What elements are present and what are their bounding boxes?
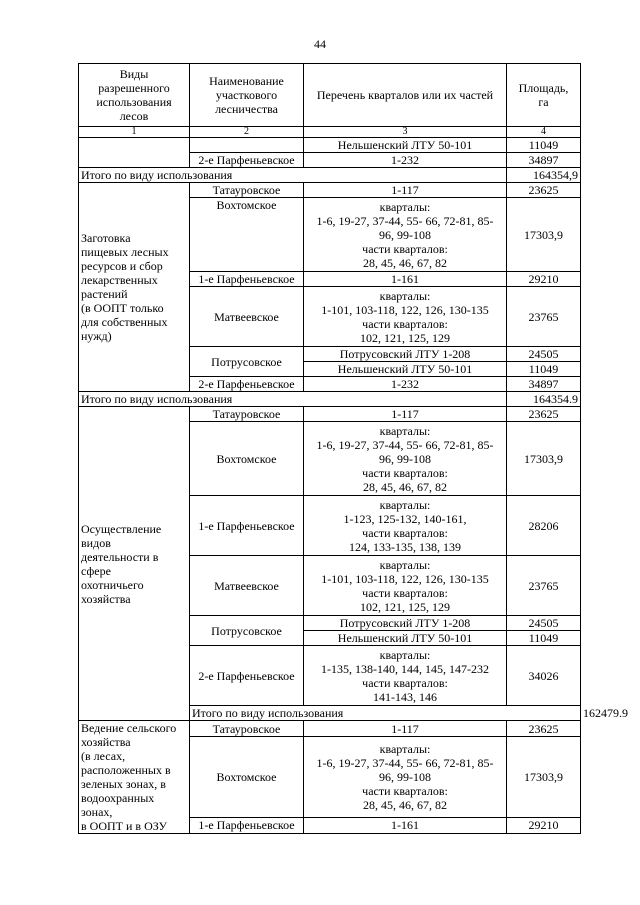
header-area: Площадь, га [507,64,581,127]
forestry-cell: 1-е Парфеньевское [190,496,304,556]
forestry-cell: 2-е Парфеньевское [190,377,304,392]
use-type-cell [79,138,190,168]
forestry-cell: Вохтомское [190,198,304,272]
total-label: Итого по виду использования [190,706,581,721]
quarters-cell: кварталы: 1-6, 19-27, 37-44, 55- 66, 72-81, 85- 96, 99-108 части кварталов: 28, 45, 46, 67, 82 [304,737,507,817]
area-cell: 34897 [507,153,581,168]
area-cell: 23765 [507,556,581,616]
quarters-cell: 1-161 [304,817,507,833]
header-quarters-list: Перечень кварталов или их частей [304,64,507,127]
forestry-cell: 1-е Парфеньевское [190,817,304,833]
total-value: 164354,9 [507,168,581,183]
column-number: 1 [79,127,190,138]
area-cell: 23625 [507,721,581,737]
forestry-cell: Вохтомское [190,737,304,817]
column-number: 3 [304,127,507,138]
area-cell: 24505 [507,616,581,631]
area-cell: 23625 [507,183,581,198]
area-cell: 17303,9 [507,422,581,496]
use-type-cell: Осуществление видов деятельности в сфере охотничьего хозяйства [79,407,190,721]
forest-use-table [78,63,628,834]
total-label: Итого по виду использования [79,168,507,183]
table-row [79,407,581,422]
header-forestry-name: Наименование участкового лесничества [190,64,304,127]
area-cell: 28206 [507,496,581,556]
forestry-cell: Татауровское [190,721,304,737]
area-cell: 11049 [507,362,581,377]
quarters-cell: Нельшенский ЛТУ 50-101 [304,631,507,646]
use-type-cell: Ведение сельского хозяйства (в лесах, расположенных в зеленых зонах, в водоохранных зонах, в ООПТ и в ОЗУ [79,721,190,834]
table-row [79,138,581,153]
forestry-cell: Потрусовское [190,347,304,377]
forestry-cell: Татауровское [190,183,304,198]
quarters-cell: кварталы: 1-6, 19-27, 37-44, 55- 66, 72-81, 85- 96, 99-108 части кварталов: 28, 45, 46, 67, 82 [304,422,507,496]
use-type-cell: Заготовка пищевых лесных ресурсов и сбор лекарственных растений (в ООПТ только для собственных нужд) [79,183,190,392]
quarters-cell: кварталы: 1-101, 103-118, 122, 126, 130-135 части кварталов: 102, 121, 125, 129 [304,287,507,347]
area-cell: 23625 [507,407,581,422]
total-row [79,392,581,407]
area-cell: 34897 [507,377,581,392]
quarters-cell: кварталы: 1-123, 125-132, 140-161, части кварталов: 124, 133-135, 138, 139 [304,496,507,556]
table-row [79,721,581,737]
area-cell: 17303,9 [507,737,581,817]
table-row [79,183,581,198]
total-value: 164354.9 [507,392,581,407]
forestry-cell: Матвеевское [190,556,304,616]
quarters-cell: кварталы: 1-6, 19-27, 37-44, 55- 66, 72-81, 85- 96, 99-108 части кварталов: 28, 45, 46, 67, 82 [304,198,507,272]
quarters-cell: 1-117 [304,721,507,737]
page-number: 44 [314,37,326,51]
quarters-cell: Нельшенский ЛТУ 50-101 [304,362,507,377]
forestry-cell: 2-е Парфеньевское [190,646,304,706]
forestry-cell: Вохтомское [190,422,304,496]
area-cell: 11049 [507,631,581,646]
total-row: Итого по виду использования 162479.9 [79,706,581,721]
area-cell: 24505 [507,347,581,362]
quarters-cell: Нельшенский ЛТУ 50-101 [304,138,507,153]
area-cell: 29210 [507,272,581,287]
forestry-cell: 1-е Парфеньевское [190,272,304,287]
quarters-cell: кварталы: 1-101, 103-118, 122, 126, 130-135 части кварталов: 102, 121, 125, 129 [304,556,507,616]
quarters-cell: 1-232 [304,153,507,168]
forestry-cell: Матвеевское [190,287,304,347]
quarters-cell: 1-117 [304,183,507,198]
quarters-cell: кварталы: 1-135, 138-140, 144, 145, 147-232 части кварталов: 141-143, 146 [304,646,507,706]
column-number: 4 [507,127,581,138]
forestry-cell: 2-е Парфеньевское [190,153,304,168]
total-row [79,168,581,183]
quarters-cell: Потрусовский ЛТУ 1-208 [304,347,507,362]
area-cell: 29210 [507,817,581,833]
area-cell: 17303,9 [507,198,581,272]
header-row [79,64,581,127]
quarters-cell: 1-161 [304,272,507,287]
quarters-cell: 1-232 [304,377,507,392]
area-cell: 23765 [507,287,581,347]
total-label: Итого по виду использования [79,392,507,407]
column-number: 2 [190,127,304,138]
column-number-row [79,127,581,138]
header-use-types: Виды разрешенного использования лесов [79,64,190,127]
forestry-cell: Татауровское [190,407,304,422]
area-cell: 34026 [507,646,581,706]
forestry-cell [190,138,304,153]
quarters-cell: 1-117 [304,407,507,422]
quarters-cell: Потрусовский ЛТУ 1-208 [304,616,507,631]
area-cell: 11049 [507,138,581,153]
forestry-cell: Потрусовское [190,616,304,646]
